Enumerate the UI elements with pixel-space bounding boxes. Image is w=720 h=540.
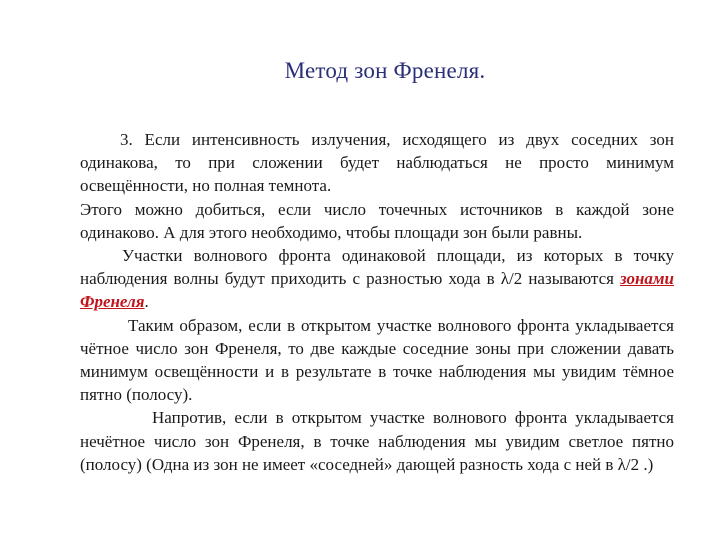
paragraph-3-end: . bbox=[144, 292, 149, 312]
paragraph-1: 3. Если интенсивность излучения, исходящего из двух соседних зон одинакова, то при сложении будет наблюдаться не просто минимум освещённости, но полная темнота. bbox=[80, 130, 674, 196]
paragraph-3 bbox=[80, 244, 674, 314]
slide-body bbox=[80, 128, 674, 476]
paragraph-3-text: Участки волнового фронта одинаковой площади, из которых в точку наблюдения волны будут приходить с разностью хода в λ/2 называются bbox=[80, 246, 674, 289]
paragraph-2: Этого можно добиться, если число точечных источников в каждой зоне одинаково. А для этого необходимо, чтобы площади зон были равны. bbox=[80, 199, 674, 242]
paragraph-5: Напротив, если в открытом участке волнового фронта укладывается нечётное число зон Френеля, в точке наблюдения мы увидим светлое пятно (полосу) (Одна из зон не имеет «соседней» дающей разность хода с ней в λ/2 .) bbox=[80, 408, 674, 474]
paragraph-4: Таким образом, если в открытом участке волнового фронта укладывается чётное число зон Френеля, то две каждые соседние зоны при сложении давать минимум освещённости и в результате в точке наблюдения мы увидим тёмное пятно (полосу). bbox=[80, 315, 674, 405]
slide-title: Метод зон Френеля. bbox=[284, 58, 486, 83]
fresnel-zones-term: зонами Френеля bbox=[80, 269, 674, 312]
